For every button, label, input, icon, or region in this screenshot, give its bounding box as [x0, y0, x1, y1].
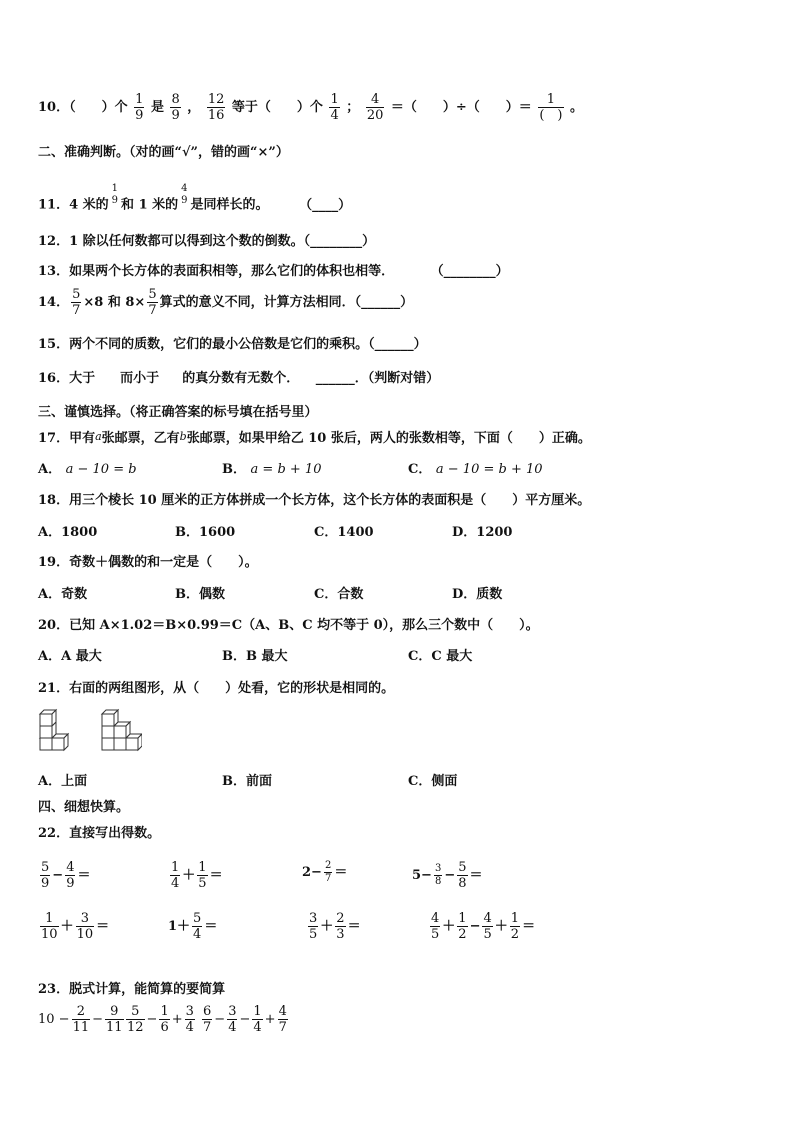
numerator: 1	[171, 860, 180, 875]
numerator: 6	[203, 1004, 212, 1019]
question-15: 15．两个不同的质数，它们的最小公倍数是它们的乘积。（______）	[38, 337, 427, 352]
fraction	[40, 860, 50, 891]
fraction	[457, 911, 467, 942]
q14-text-c: 算式的意义不同，计算方法相同．（______）	[159, 295, 414, 310]
question-10	[38, 92, 583, 123]
option-expression: a = b + 10	[250, 462, 322, 477]
denominator: 16	[207, 108, 225, 123]
question-19: 19．奇数＋偶数的和一定是（ ）。	[38, 555, 258, 570]
numerator: 5	[148, 287, 157, 302]
fraction	[457, 860, 467, 891]
numerator: 1	[538, 92, 563, 108]
q11-text-a: 11．4 米的	[38, 197, 109, 213]
numerator: 4	[483, 911, 492, 926]
q10-fraction-5	[366, 92, 385, 123]
question-14	[38, 287, 413, 318]
denominator: 2	[510, 927, 520, 942]
option-expression: a − 10 = b	[65, 462, 137, 477]
numerator: 8	[171, 92, 180, 107]
q22-item-1	[38, 860, 90, 891]
q14-fraction-1	[71, 287, 81, 318]
numerator: 1	[111, 183, 119, 194]
denominator: 9	[66, 876, 75, 891]
numerator: 4	[66, 860, 75, 875]
fraction	[202, 1004, 212, 1035]
q16-text-b: 而小于	[120, 371, 160, 386]
question-23-title: 23．脱式计算，能简算的要简算	[38, 982, 226, 997]
fraction	[197, 860, 207, 891]
q17-text-a: 17．甲有	[38, 431, 96, 446]
fraction	[170, 860, 180, 891]
denominator: 5	[431, 927, 440, 942]
prefix: 2−	[302, 865, 322, 880]
q20-option-b[interactable]: B．B 最大	[222, 649, 288, 664]
fraction	[434, 863, 442, 888]
q10-text-2: 是	[150, 100, 164, 115]
numerator: 1	[458, 911, 467, 926]
numerator: 12	[207, 92, 225, 107]
fraction	[324, 860, 332, 885]
fraction	[510, 911, 520, 942]
option-letter: C．	[408, 462, 432, 477]
denominator: 4	[193, 927, 202, 942]
q20-option-c[interactable]: C．C 最大	[408, 649, 473, 664]
fraction	[482, 911, 492, 942]
q23-expression-2	[124, 1004, 197, 1035]
operator: −	[92, 1012, 104, 1027]
numerator: 5	[72, 287, 81, 302]
q14-text-b: ×8 和 8×	[83, 295, 146, 310]
denominator: 12	[127, 1020, 144, 1035]
numerator: 1	[135, 92, 144, 107]
q11-fraction-b	[180, 183, 188, 207]
q19-option-c[interactable]: C．合数	[314, 587, 364, 602]
q14-number: 14．	[38, 295, 70, 310]
numerator: 4	[431, 911, 440, 926]
fraction	[430, 911, 440, 942]
numerator: 4	[366, 92, 385, 108]
equals-sign: ＝	[469, 868, 483, 883]
q10-text-3: ，	[187, 100, 201, 115]
q19-option-d[interactable]: D．质数	[452, 587, 503, 602]
denominator: 5	[309, 927, 318, 942]
q19-option-b[interactable]: B．偶数	[175, 587, 225, 602]
numerator: 9	[105, 1004, 124, 1020]
q10-fraction-2	[170, 92, 180, 123]
equals-sign: ＝	[522, 919, 536, 934]
denominator: 9	[181, 195, 188, 206]
q11-text-c: 是同样长的。	[190, 197, 269, 213]
fraction	[126, 1004, 145, 1035]
q10-text-1: 10．（ ）个	[38, 100, 128, 115]
q10-text-6: ＝（ ）÷（ ）＝	[390, 100, 532, 115]
operator: −	[469, 919, 481, 934]
equals-sign: ＝	[96, 919, 110, 934]
numerator: 4	[278, 1004, 287, 1019]
fraction	[278, 1004, 288, 1035]
fraction	[227, 1004, 237, 1035]
numerator: 3	[434, 863, 442, 874]
q13-text: 13．如果两个长方体的表面积相等，那么它们的体积也相等．	[38, 264, 395, 279]
fraction	[105, 1004, 124, 1035]
numerator: 3	[228, 1004, 237, 1019]
q22-item-6	[168, 911, 217, 942]
denominator: 4	[253, 1020, 262, 1035]
fraction	[159, 1004, 169, 1035]
q17-option-c[interactable]	[408, 458, 543, 477]
q22-item-2	[168, 860, 223, 891]
denominator: 7	[278, 1020, 287, 1035]
q18-option-c[interactable]: C．1400	[314, 525, 374, 540]
q10-fraction-4	[329, 92, 339, 123]
operator: −	[214, 1012, 226, 1027]
denominator: 5	[198, 876, 207, 891]
q19-option-a[interactable]: A．奇数	[38, 587, 88, 602]
prefix: 10 −	[38, 1012, 70, 1027]
denominator: 7	[203, 1020, 212, 1035]
question-17	[38, 427, 591, 446]
operator: ＋	[494, 919, 508, 934]
operator: +	[171, 1012, 183, 1027]
numerator: 2	[336, 911, 345, 926]
option-letter: B．	[222, 462, 246, 477]
prefix: 5−	[412, 868, 432, 883]
prefix: 1＋	[168, 919, 191, 934]
q17-text-c: 张邮票，如果甲给乙 10 张后，两人的张数相等，下面（ ）正确。	[186, 431, 591, 446]
answer-blank[interactable]: （____）	[299, 197, 352, 213]
denominator: 5	[483, 927, 492, 942]
denominator: ( )	[539, 108, 563, 123]
question-13	[38, 260, 509, 279]
q22-item-3	[302, 860, 347, 885]
answer-blank[interactable]: （________）	[430, 264, 509, 279]
section-4-heading: 四、细想快算。	[38, 800, 130, 815]
option-expression: a − 10 = b + 10	[435, 462, 543, 477]
q11-fraction-a	[111, 183, 119, 207]
denominator: 10	[76, 927, 94, 942]
operator: −	[239, 1012, 251, 1027]
denominator: 4	[185, 1020, 194, 1035]
operator: ＋	[182, 868, 196, 883]
variable-b: b	[179, 430, 187, 443]
equals-sign: ＝	[209, 868, 223, 883]
equals-sign: ＝	[204, 919, 218, 934]
numerator: 1	[330, 92, 339, 107]
q21-option-b[interactable]: B．前面	[222, 774, 272, 789]
denominator: 8	[458, 876, 467, 891]
denominator: 9	[111, 195, 119, 206]
question-18: 18．用三个棱长 10 厘米的正方体拼成一个长方体，这个长方体的表面积是（ ）平方厘米。	[38, 493, 591, 508]
q18-option-d[interactable]: D．1200	[452, 525, 513, 540]
denominator: 6	[160, 1020, 169, 1035]
fraction	[72, 1004, 91, 1035]
q20-option-a[interactable]: A．A 最大	[38, 649, 102, 664]
q11-text-b: 和 1 米的	[121, 197, 179, 213]
question-16	[38, 367, 439, 386]
operator: −	[444, 868, 456, 883]
q17-option-b[interactable]	[222, 458, 321, 477]
numerator: 1	[198, 860, 207, 875]
q22-item-7	[306, 911, 361, 942]
q18-option-a[interactable]: A．1800	[38, 525, 98, 540]
q22-item-5	[38, 911, 109, 942]
fraction	[76, 911, 95, 942]
equals-sign: ＝	[334, 865, 348, 880]
fraction	[65, 860, 75, 891]
operator: ＋	[60, 919, 74, 934]
denominator: 11	[106, 1020, 123, 1035]
q10-fraction-6	[538, 92, 563, 123]
q21-option-a[interactable]: A．上面	[38, 774, 88, 789]
variable-a: a	[95, 430, 102, 443]
denominator: 7	[72, 303, 81, 318]
numerator: 1	[510, 911, 520, 926]
numerator: 2	[72, 1004, 91, 1020]
numerator: 3	[185, 1004, 194, 1019]
fraction	[40, 911, 59, 942]
denominator: 9	[41, 876, 50, 891]
denominator: 9	[135, 108, 144, 123]
denominator: 4	[171, 876, 180, 891]
numerator: 1	[40, 911, 59, 927]
question-12: 12．1 除以任何数都可以得到这个数的倒数。（________）	[38, 234, 376, 249]
denominator: 20	[366, 108, 384, 123]
q10-fraction-1	[134, 92, 144, 123]
fraction	[308, 911, 318, 942]
q14-fraction-2	[147, 287, 157, 318]
numerator: 5	[41, 860, 50, 875]
cube-stack-figure-1	[38, 708, 72, 753]
q16-text-c: 的真分数有无数个．	[182, 371, 300, 386]
denominator: 4	[330, 108, 339, 123]
numerator: 5	[193, 911, 202, 926]
question-11	[38, 183, 352, 217]
equals-sign: ＝	[347, 919, 361, 934]
q17-text-b: 张邮票，乙有	[101, 431, 180, 446]
numerator: 1	[253, 1004, 262, 1019]
section-2-heading: 二、准确判断。（对的画“√”，错的画“×”）	[38, 145, 289, 160]
q10-fraction-3	[207, 92, 226, 123]
answer-blank[interactable]: ______．（判断对错）	[315, 371, 440, 386]
denominator: 7	[324, 873, 332, 884]
q21-option-c[interactable]: C．侧面	[408, 774, 458, 789]
cube-stack-figure-2	[100, 708, 142, 753]
question-20: 20．已知 A×1.02＝B×0.99＝C（A、B、C 均不等于 0），那么三个数中（ ）。	[38, 618, 539, 633]
numerator: 2	[324, 860, 332, 871]
fraction	[335, 911, 345, 942]
numerator: 4	[181, 183, 188, 194]
denominator: 2	[458, 927, 467, 942]
option-letter: A．	[38, 462, 62, 477]
numerator: 3	[309, 911, 318, 926]
denominator: 7	[148, 303, 157, 318]
numerator: 1	[160, 1004, 169, 1019]
q16-text-a: 16．大于	[38, 371, 96, 386]
equals-sign: ＝	[77, 868, 91, 883]
denominator: 4	[228, 1020, 237, 1035]
operator: −	[52, 868, 64, 883]
operator: +	[264, 1012, 276, 1027]
denominator: 11	[72, 1020, 90, 1035]
denominator: 8	[434, 876, 442, 887]
fraction	[185, 1004, 195, 1035]
section-3-heading: 三、谨慎选择。（将正确答案的标号填在括号里）	[38, 405, 318, 420]
numerator: 5	[458, 860, 467, 875]
numerator: 5	[126, 1004, 145, 1020]
denominator: 3	[336, 927, 345, 942]
operator: ＋	[442, 919, 456, 934]
numerator: 3	[76, 911, 95, 927]
q10-text-5: ；	[346, 100, 360, 115]
fraction	[192, 911, 202, 942]
operator: ＋	[320, 919, 334, 934]
q23-expression-3	[200, 1004, 290, 1035]
q10-text-7: 。	[570, 100, 584, 115]
question-22-title: 22．直接写出得数。	[38, 826, 161, 841]
q10-text-4: 等于（ ）个	[231, 100, 323, 115]
fraction	[252, 1004, 262, 1035]
q17-option-a[interactable]	[38, 458, 137, 477]
question-21: 21．右面的两组图形，从（ ）处看，它的形状是相同的。	[38, 681, 395, 696]
q22-item-8	[428, 911, 535, 942]
denominator: 9	[171, 108, 180, 123]
q23-expression-1	[38, 1004, 126, 1035]
q18-option-b[interactable]: B．1600	[175, 525, 236, 540]
operator: −	[146, 1012, 158, 1027]
denominator: 10	[41, 927, 58, 942]
q22-item-4	[412, 860, 483, 891]
